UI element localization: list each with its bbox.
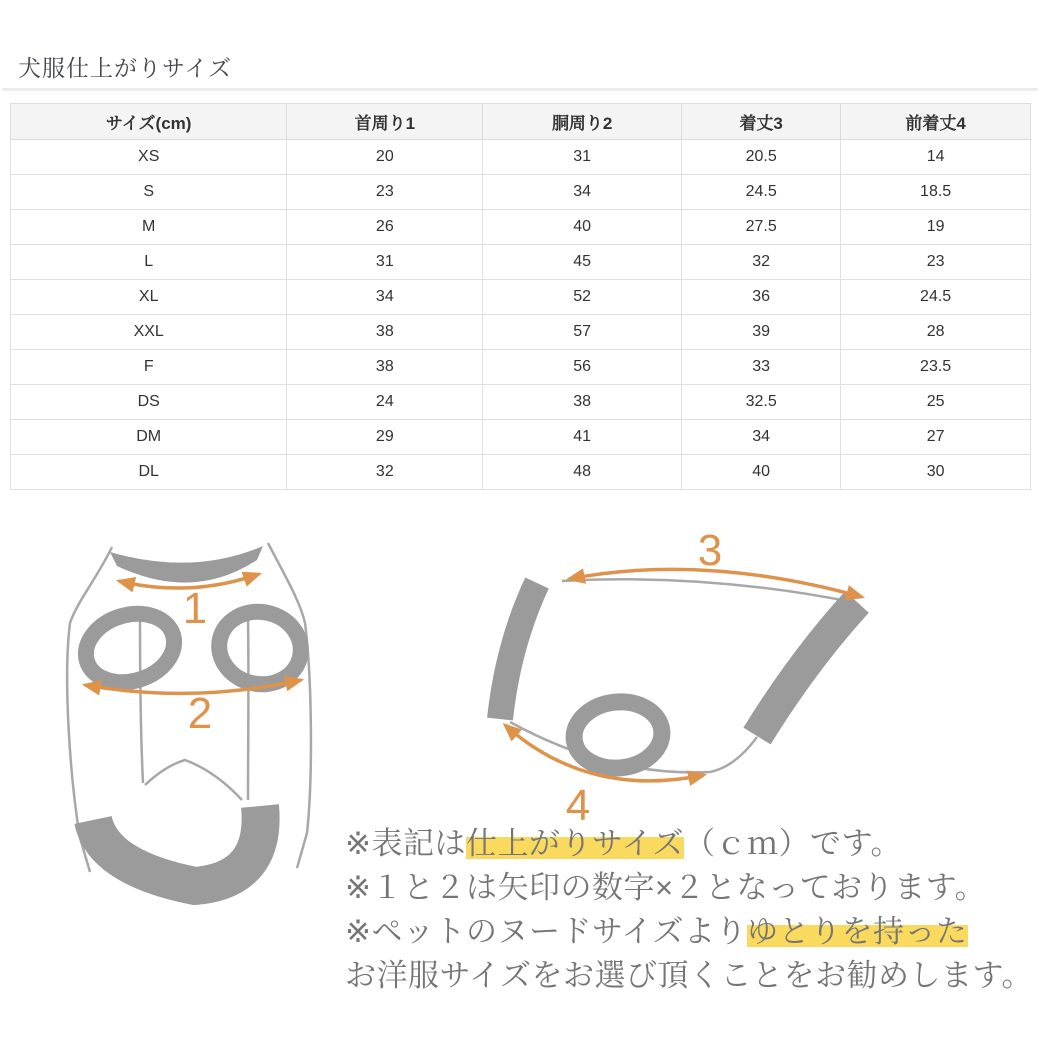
chest-measure-label: 2 [187, 689, 213, 738]
note-3-pre: ※ペットのヌードサイズより [345, 914, 747, 949]
page-title: 犬服仕上がりサイズ [18, 55, 233, 81]
table-header-row [11, 104, 1031, 140]
value-cell: 31 [483, 140, 682, 175]
table-row [11, 140, 1031, 175]
table-row [11, 280, 1031, 315]
size-cell: DS [11, 385, 287, 420]
value-cell: 56 [483, 350, 682, 385]
note-line-3 [345, 910, 1037, 954]
side-neck-band [500, 583, 537, 719]
table-row [11, 245, 1031, 280]
side-leghole [571, 698, 665, 773]
note-line-1 [345, 822, 1037, 866]
value-cell: 20.5 [682, 140, 841, 175]
value-cell: 25 [841, 385, 1031, 420]
value-cell: 45 [483, 245, 682, 280]
col-header-back: 着丈3 [682, 104, 841, 140]
note-1-pre: ※表記は [345, 826, 466, 861]
table-row [11, 175, 1031, 210]
table-row [11, 385, 1031, 420]
notes-block [345, 822, 1037, 998]
value-cell: 24.5 [682, 175, 841, 210]
size-cell: F [11, 350, 287, 385]
value-cell: 34 [682, 420, 841, 455]
garment-side-view-diagram [470, 525, 900, 825]
value-cell: 23 [287, 175, 483, 210]
value-cell: 38 [287, 350, 483, 385]
table-row [11, 210, 1031, 245]
size-table [10, 103, 1031, 490]
value-cell: 31 [287, 245, 483, 280]
title-divider [2, 88, 1038, 91]
hem-band [93, 806, 261, 886]
size-cell: L [11, 245, 287, 280]
value-cell: 32 [682, 245, 841, 280]
value-cell: 40 [483, 210, 682, 245]
table-row [11, 350, 1031, 385]
value-cell: 14 [841, 140, 1031, 175]
note-1-post: （ｃｍ）です。 [684, 826, 903, 861]
size-cell: XL [11, 280, 287, 315]
value-cell: 33 [682, 350, 841, 385]
value-cell: 19 [841, 210, 1031, 245]
value-cell: 23 [841, 245, 1031, 280]
table-row [11, 315, 1031, 350]
note-line-4: お洋服サイズをお選び頂くことをお勧めします。 [345, 958, 1034, 993]
size-cell: XS [11, 140, 287, 175]
value-cell: 26 [287, 210, 483, 245]
value-cell: 48 [483, 455, 682, 490]
value-cell: 36 [682, 280, 841, 315]
garment-front-view-diagram [55, 528, 335, 928]
value-cell: 23.5 [841, 350, 1031, 385]
value-cell: 40 [682, 455, 841, 490]
value-cell: 52 [483, 280, 682, 315]
table-row [11, 420, 1031, 455]
value-cell: 30 [841, 455, 1031, 490]
note-3-highlight: ゆとりを持った [747, 914, 968, 949]
size-cell: M [11, 210, 287, 245]
size-cell: S [11, 175, 287, 210]
value-cell: 41 [483, 420, 682, 455]
neck-measure-label: 1 [182, 584, 208, 633]
col-header-girth: 胴周り2 [483, 104, 682, 140]
col-header-front: 前着丈4 [841, 104, 1031, 140]
value-cell: 20 [287, 140, 483, 175]
value-cell: 27 [841, 420, 1031, 455]
col-header-neck: 首周り1 [287, 104, 483, 140]
size-cell: XXL [11, 315, 287, 350]
value-cell: 24.5 [841, 280, 1031, 315]
size-cell: DL [11, 455, 287, 490]
side-hem-band [757, 602, 857, 736]
value-cell: 27.5 [682, 210, 841, 245]
left-leghole [77, 603, 182, 692]
right-leghole [212, 604, 307, 691]
note-1-highlight: 仕上がりサイズ [465, 826, 685, 861]
table-row [11, 455, 1031, 490]
value-cell: 28 [841, 315, 1031, 350]
value-cell: 34 [287, 280, 483, 315]
value-cell: 38 [287, 315, 483, 350]
front-length-label: 4 [565, 781, 591, 825]
value-cell: 57 [483, 315, 682, 350]
value-cell: 34 [483, 175, 682, 210]
col-header-size: サイズ(cm) [11, 104, 287, 140]
value-cell: 18.5 [841, 175, 1031, 210]
neck-band [110, 546, 263, 583]
size-table-body [11, 140, 1031, 490]
note-line-2: ※１と２は矢印の数字×２となっております。 [345, 870, 987, 905]
value-cell: 29 [287, 420, 483, 455]
value-cell: 24 [287, 385, 483, 420]
back-length-label: 3 [697, 526, 723, 575]
value-cell: 38 [483, 385, 682, 420]
size-cell: DM [11, 420, 287, 455]
value-cell: 32 [287, 455, 483, 490]
value-cell: 32.5 [682, 385, 841, 420]
value-cell: 39 [682, 315, 841, 350]
